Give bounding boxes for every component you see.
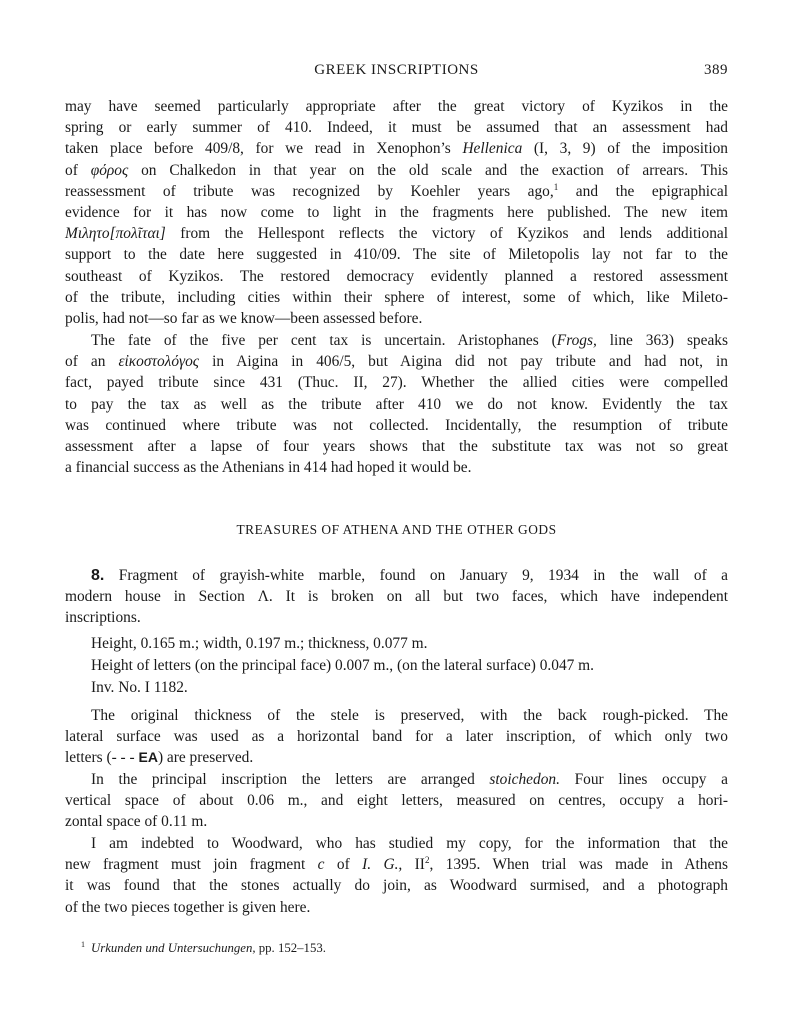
text-run: and the epigraphical bbox=[558, 182, 728, 200]
section-heading: TREASURES OF ATHENA AND THE OTHER GODS bbox=[236, 522, 557, 537]
text-run: new fragment must join fragment bbox=[65, 856, 318, 874]
text-line bbox=[65, 351, 728, 372]
paragraph-5 bbox=[65, 769, 728, 833]
text-line: The original thickness of the stele is preserved, with the back rough-picked. The bbox=[91, 707, 728, 724]
text-line bbox=[65, 330, 728, 351]
text-line: fact, payed tribute since 431 (Thuc. II, 27). Whether the allied cities were compelled bbox=[65, 374, 728, 392]
paragraph-4 bbox=[65, 705, 728, 769]
greek-term: εἰκοστολόγος bbox=[118, 353, 200, 371]
page-number: 389 bbox=[704, 62, 728, 78]
text-run: II bbox=[402, 856, 425, 874]
text-line: of the tribute, including cities within their sphere of interest, some of which, like Mileto- bbox=[65, 288, 728, 306]
inventory-number: Inv. No. I 1182. bbox=[91, 679, 188, 696]
book-title: Frogs, bbox=[556, 332, 597, 349]
term-italic: stoichedon. bbox=[489, 771, 560, 788]
text-line: of the two pieces together is given here. bbox=[65, 898, 311, 916]
text-line: spring or early summer of 410. Indeed, it must be assumed that an assessment had bbox=[65, 119, 728, 137]
text-line: inscriptions. bbox=[65, 609, 141, 627]
text-line bbox=[65, 160, 728, 181]
text-line bbox=[65, 181, 728, 202]
text-line: lateral surface was used as a horizontal band for a later inscription, of which only two bbox=[65, 728, 728, 746]
text-run: taken place before 409/8, for we read in Xenophon’s bbox=[65, 140, 463, 158]
text-line bbox=[65, 565, 728, 586]
text-run: on Chalkedon in that year on the old scale and the exaction of arrears. This bbox=[128, 161, 729, 179]
text-run: line 363) speaks bbox=[596, 332, 728, 349]
text-line: assessment after a lapse of four years shows that the substitute tax was not so great bbox=[65, 438, 728, 456]
text-run: ) are preserved. bbox=[157, 749, 254, 767]
dimensions: Height, 0.165 m.; width, 0.197 m.; thickness, 0.077 m. bbox=[91, 635, 428, 652]
text-run: (I, 3, 9) of the imposition bbox=[522, 140, 728, 158]
text-line bbox=[65, 747, 728, 768]
paragraph-6 bbox=[65, 833, 728, 918]
text-line: polis, had not—so far as we know—been assessed before. bbox=[65, 310, 423, 328]
text-line: a financial success as the Athenians in 414 had hoped it would be. bbox=[65, 459, 472, 477]
edition-superscript: 2 bbox=[424, 855, 430, 866]
text-run: from the Hellespont reflects the victory of Kyzikos and lends additional bbox=[165, 225, 728, 243]
fragment-letter: c bbox=[317, 856, 325, 874]
text-run: of an bbox=[65, 353, 119, 371]
text-run: letters (- - - bbox=[65, 749, 139, 767]
text-run: reassessment of tribute was recognized by Koehler years ago, bbox=[65, 182, 554, 200]
greek-term: φόρος bbox=[90, 161, 129, 179]
text-run: The fate of the five per cent tax is uncertain. Aristophanes ( bbox=[91, 332, 557, 349]
paragraph-1 bbox=[65, 96, 728, 329]
text-line: southeast of Kyzikos. The restored democracy evidently planned a restored assessment bbox=[65, 267, 728, 285]
running-title: GREEK INSCRIPTIONS bbox=[314, 62, 479, 78]
text-line: zontal space of 0.11 m. bbox=[65, 813, 208, 831]
text-line: vertical space of about 0.06 m., and eight letters, measured on centres, occupy a hori- bbox=[65, 792, 728, 810]
text-line: it was found that the stones actually do join, as Woodward surmised, and a photograph bbox=[65, 877, 728, 895]
text-line bbox=[65, 138, 728, 159]
text-line bbox=[65, 769, 728, 790]
corpus-abbrev: I. G., bbox=[362, 856, 403, 874]
text-run: In the principal inscription the letters are arranged bbox=[91, 771, 490, 788]
text-run: Four lines occupy a bbox=[559, 771, 728, 788]
paragraph-2 bbox=[65, 330, 728, 478]
text-line: modern house in Section Λ. It is broken on all but two faces, which have independent bbox=[65, 588, 728, 606]
paragraph-entry-8 bbox=[65, 565, 728, 629]
book-title: Hellenica bbox=[462, 140, 523, 158]
text-run: of bbox=[324, 856, 363, 874]
letter-height: Height of letters (on the principal face) 0.007 m., (on the lateral surface) 0.047 m. bbox=[91, 657, 595, 674]
entry-number: 8. bbox=[91, 567, 105, 584]
running-header bbox=[65, 62, 728, 82]
greek-term: Μιλητο[πολῖται] bbox=[65, 225, 166, 243]
text-line bbox=[65, 223, 728, 244]
inscription-letters: EA bbox=[138, 749, 158, 766]
text-line: evidence for it has now come to light in the fragments here published. The new item bbox=[65, 204, 728, 222]
text-line bbox=[65, 854, 728, 875]
footnote-ref[interactable]: 1 bbox=[553, 181, 559, 192]
text-line: I am indebted to Woodward, who has studied my copy, for the information that the bbox=[91, 835, 728, 852]
footnote-mark: 1 bbox=[81, 939, 85, 949]
text-line: was continued where tribute was not collected. Incidentally, the resumption of tribute bbox=[65, 416, 728, 434]
footnote-text: pp. 152–153. bbox=[255, 941, 326, 955]
text-line: support to the date here suggested in 410/09. The site of Miletopolis lay not far to the bbox=[65, 246, 728, 264]
measurements bbox=[91, 633, 728, 699]
text-run: of bbox=[65, 161, 91, 179]
footnote bbox=[81, 941, 326, 956]
text-run: Fragment of grayish-white marble, found on January 9, 1934 in the wall of a bbox=[104, 567, 728, 584]
text-run: in Aigina in 406/5, but Aigina did not pay tribute and had not, in bbox=[199, 353, 728, 371]
text-run: , 1395. When trial was made in Athens bbox=[429, 856, 728, 874]
footnote-title: Urkunden und Untersuchungen, bbox=[91, 941, 256, 955]
text-line: to pay the tax as well as the tribute after 410 we do not know. Evidently the tax bbox=[65, 395, 728, 413]
text-line: may have seemed particularly appropriate after the great victory of Kyzikos in the bbox=[65, 98, 728, 115]
